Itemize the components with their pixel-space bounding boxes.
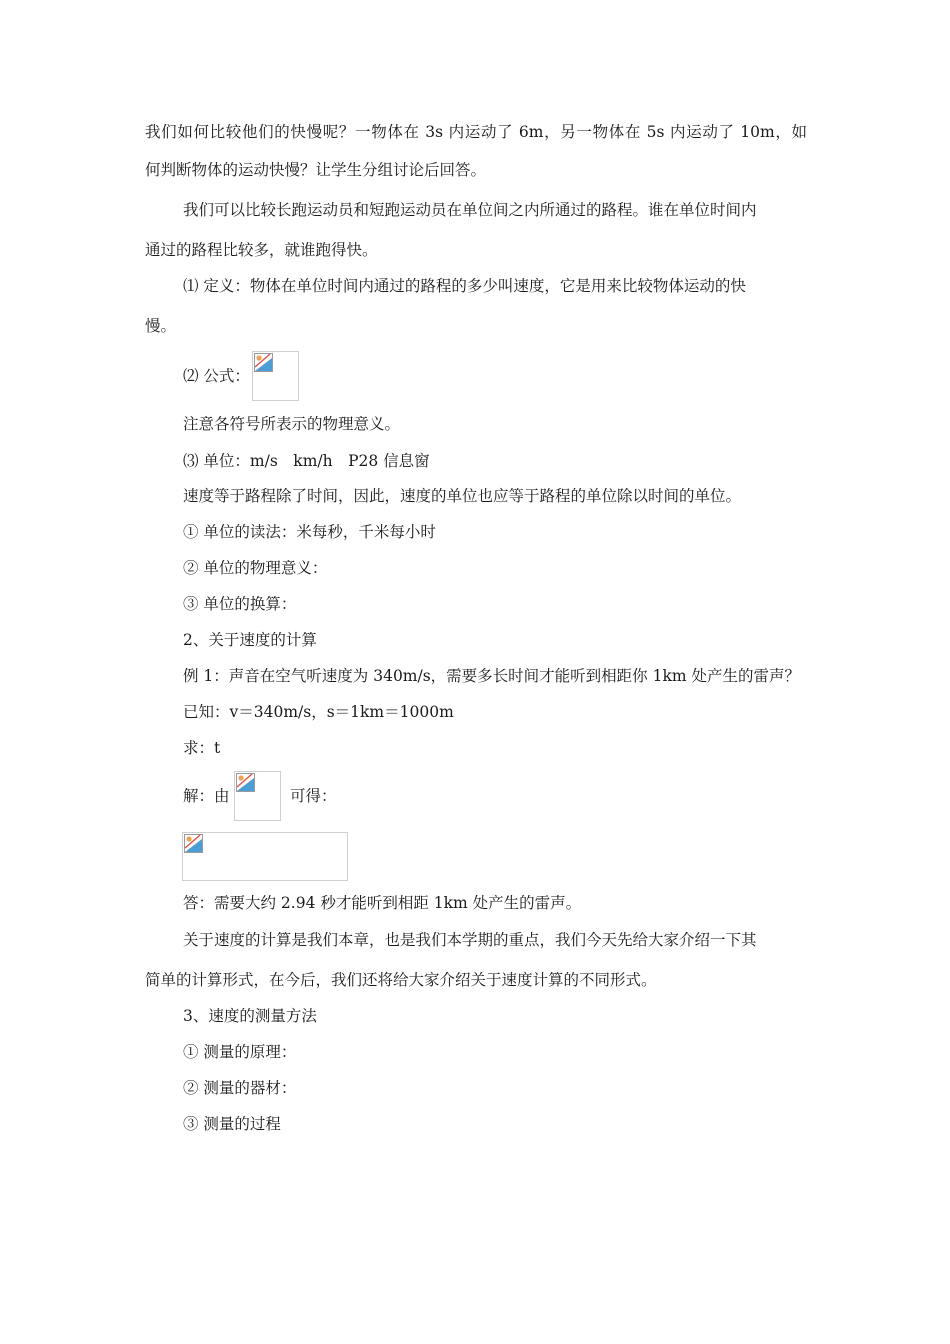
paragraph-line: 简单的计算形式，在今后，我们还将给大家介绍关于速度计算的不同形式。 [145, 971, 657, 989]
paragraph-line: 我们如何比较他们的快慢呢？一物体在 3s 内运动了 6m，另一物体在 5s 内运动了 10m，如 [145, 123, 807, 141]
definition-line: ⑴ 定义：物体在单位时间内通过的路程的多少叫速度，它是用来比较物体运动的快 [183, 277, 746, 295]
example-line: 例 1：声音在空气听速度为 340m/s，需要多长时间才能听到相距你 1km 处产生的雷声？ [183, 667, 800, 685]
solve-suffix: 可得： [290, 787, 337, 805]
definition-line: 慢。 [145, 317, 177, 335]
note-line: 注意各符号所表示的物理意义。 [183, 415, 401, 433]
unit-meaning-line: ② 单位的物理意义： [183, 559, 328, 577]
formula-label: ⑵ 公式： [183, 367, 250, 385]
unit-explain-line: 速度等于路程除了时间，因此，速度的单位也应等于路程的单位除以时间的单位。 [183, 487, 742, 505]
answer-line: 答：需要大约 2.94 秒才能听到相距 1km 处产生的雷声。 [183, 894, 582, 912]
paragraph-line: 我们可以比较长跑运动员和短跑运动员在单位间之内所通过的路程。谁在单位时间内 [183, 201, 757, 219]
calculation-image [182, 832, 348, 881]
formula-image [252, 351, 299, 401]
unit-convert-line: ③ 单位的换算： [183, 595, 297, 613]
broken-image-icon [184, 834, 203, 853]
known-line: 已知：v＝340m/s，s＝1km＝1000m [183, 703, 454, 721]
solve-prefix: 解：由 [183, 787, 230, 805]
paragraph-line: 何判断物体的运动快慢？让学生分组讨论后回答。 [145, 161, 487, 179]
unit-read-line: ① 单位的读法：米每秒，千米每小时 [183, 523, 436, 541]
find-line: 求：t [183, 739, 221, 757]
paragraph-line: 通过的路程比较多，就谁跑得快。 [145, 241, 378, 259]
broken-image-icon [254, 353, 273, 372]
measure-process-line: ③ 测量的过程 [183, 1115, 281, 1133]
section-heading: 3、速度的测量方法 [183, 1007, 317, 1025]
section-heading: 2、关于速度的计算 [183, 631, 317, 649]
measure-principle-line: ① 测量的原理： [183, 1043, 297, 1061]
measure-tools-line: ② 测量的器材： [183, 1079, 297, 1097]
broken-image-icon [236, 773, 255, 792]
formula-image [234, 771, 281, 821]
unit-line: ⑶ 单位：m/s km/h P28 信息窗 [183, 452, 430, 470]
paragraph-line: 关于速度的计算是我们本章，也是我们本学期的重点，我们今天先给大家介绍一下其 [183, 931, 757, 949]
